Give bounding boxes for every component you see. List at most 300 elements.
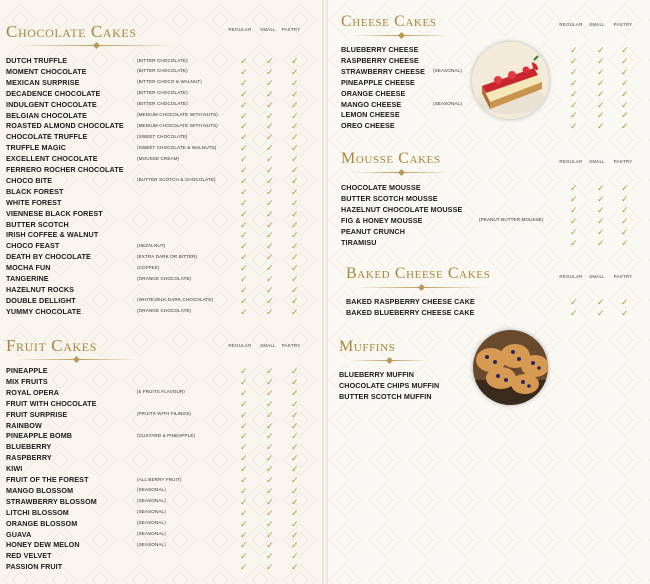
check-icon: ✓ xyxy=(291,366,299,376)
check-icon: ✓ xyxy=(570,88,578,99)
check-icon: ✓ xyxy=(570,237,578,248)
check-icon: ✓ xyxy=(621,183,629,193)
check-icon: ✓ xyxy=(291,306,299,317)
check-icon: ✓ xyxy=(570,110,578,121)
check-icon: ✓ xyxy=(240,154,248,165)
menu-item-name: MIX FRUITS xyxy=(6,376,48,386)
check-icon: ✓ xyxy=(291,56,299,66)
check-icon: ✓ xyxy=(621,226,629,237)
menu-item-name: TRUFFLE MAGIC xyxy=(6,143,66,153)
check-icon: ✓ xyxy=(291,431,299,442)
check-icon: ✓ xyxy=(597,88,605,99)
menu-item-name: BELGIAN CHOCOLATE xyxy=(6,110,88,120)
check-icon: ✓ xyxy=(291,284,299,295)
check-icon: ✓ xyxy=(266,110,274,121)
check-icon: ✓ xyxy=(240,453,248,464)
menu-item-name: EXCELLENT CHOCOLATE xyxy=(6,154,98,164)
menu-item-name: CHOCOLATE TRUFFLE xyxy=(6,132,88,142)
menu-item-name: FRUIT WITH CHOCOLATE xyxy=(6,398,97,408)
check-icon: ✓ xyxy=(291,551,299,562)
menu-item-name: BLUEBERRY xyxy=(6,442,52,452)
check-icon: ✓ xyxy=(291,110,299,121)
page-fold xyxy=(322,0,328,584)
check-icon: ✓ xyxy=(597,237,605,248)
check-icon: ✓ xyxy=(266,165,274,175)
menu-item-name: BLUEBERRY CHEESE xyxy=(341,45,419,54)
check-icon: ✓ xyxy=(266,230,274,241)
check-icon: ✓ xyxy=(570,121,578,132)
check-icon: ✓ xyxy=(291,252,299,263)
menu-item-name: MEXICAN SURPRISE xyxy=(6,77,80,87)
check-icon: ✓ xyxy=(266,507,274,518)
column-header-small: SMALL xyxy=(589,274,605,279)
check-icon: ✓ xyxy=(570,99,578,110)
menu-item-description: (WHITE,MILK,DARK,CHOCOLATE) xyxy=(137,297,214,303)
check-icon: ✓ xyxy=(266,409,274,420)
check-icon: ✓ xyxy=(621,297,629,307)
check-icon: ✓ xyxy=(266,88,274,99)
menu-item-description: (SWEET CHOCOLATE) xyxy=(137,133,188,139)
menu-item-description: (MEDIUM CHOCOLATE WITH NUTS) xyxy=(137,112,218,118)
check-icon: ✓ xyxy=(291,88,299,99)
check-icon: ✓ xyxy=(291,562,299,573)
menu-item-name: STRAWBERRY BLOSSOM xyxy=(6,496,97,506)
menu-item-description: (SEASONAL) xyxy=(137,509,166,515)
check-icon: ✓ xyxy=(597,110,605,121)
check-icon: ✓ xyxy=(240,540,248,551)
menu-item-name: RASPBERRY xyxy=(6,453,52,463)
check-icon: ✓ xyxy=(621,204,629,215)
menu-item-name: TIRAMISU xyxy=(341,237,377,247)
check-icon: ✓ xyxy=(291,464,299,475)
check-icon: ✓ xyxy=(621,110,629,121)
check-icon: ✓ xyxy=(266,241,274,252)
menu-item-description: (EXTRA DARK OR BITTER) xyxy=(137,253,198,259)
check-icon: ✓ xyxy=(240,132,248,143)
menu-item-name: ORANGE CHEESE xyxy=(341,88,406,98)
check-icon: ✓ xyxy=(291,409,299,420)
cheese-cakes-title-ornament xyxy=(351,35,451,36)
check-icon: ✓ xyxy=(266,398,274,409)
check-icon: ✓ xyxy=(240,143,248,154)
menu-item-description: (5 FRUITS FLAVOUR) xyxy=(137,389,185,395)
check-icon: ✓ xyxy=(597,307,605,318)
menu-item-name: DOUBLE DELLIGHT xyxy=(6,295,76,305)
baked-cheese-cakes-title-ornament xyxy=(356,287,486,288)
check-icon: ✓ xyxy=(291,518,299,529)
menu-item-name: WHITE FOREST xyxy=(6,197,62,207)
menu-item-description: (ORANGE CHOCOLATE) xyxy=(137,308,192,314)
check-icon: ✓ xyxy=(570,226,578,237)
check-icon: ✓ xyxy=(266,518,274,529)
check-icon: ✓ xyxy=(291,186,299,197)
menu-item-description: (BITTER CHOCOLATE) xyxy=(137,90,188,96)
menu-item-description: (MOUSSE CREAM) xyxy=(137,155,180,161)
check-icon: ✓ xyxy=(240,387,248,398)
menu-item-name: ROYAL OPERA xyxy=(6,387,60,397)
menu-item-description: (COFFEE) xyxy=(137,264,160,270)
menu-item-name: DECADENCE CHOCOLATE xyxy=(6,88,101,98)
check-icon: ✓ xyxy=(240,121,248,132)
menu-item-name: RASPBERRY CHEESE xyxy=(341,55,419,65)
menu-item-name: PEANUT CRUNCH xyxy=(341,226,405,236)
check-icon: ✓ xyxy=(266,420,274,431)
check-icon: ✓ xyxy=(240,263,248,274)
menu-item-description: (FRUITS WITH FILINGS) xyxy=(137,411,191,417)
menu-item-name: HONEY DEW MELON xyxy=(6,540,80,550)
menu-item-name: MANGO CHEESE xyxy=(341,99,402,109)
check-icon: ✓ xyxy=(266,154,274,165)
check-icon: ✓ xyxy=(266,263,274,274)
check-icon: ✓ xyxy=(597,66,605,77)
check-icon: ✓ xyxy=(291,475,299,485)
check-icon: ✓ xyxy=(240,110,248,121)
menu-item-description: (ORANGE CHOCOLATE) xyxy=(137,275,192,281)
menu-item-name: MOCHA FUN xyxy=(6,263,51,273)
check-icon: ✓ xyxy=(266,77,274,88)
mousse-cakes-title-ornament xyxy=(351,172,451,173)
column-header-pastry: PASTRY xyxy=(613,159,633,164)
check-icon: ✓ xyxy=(570,297,578,307)
column-header-pastry: PASTRY xyxy=(281,343,301,348)
menu-item-name: STRAWBERRY CHEESE xyxy=(341,66,425,76)
menu-item-name: KIWI xyxy=(6,464,23,474)
check-icon: ✓ xyxy=(597,77,605,88)
check-icon: ✓ xyxy=(266,431,274,442)
check-icon: ✓ xyxy=(570,66,578,77)
check-icon: ✓ xyxy=(240,529,248,540)
check-icon: ✓ xyxy=(240,186,248,197)
menu-item-description: (BITTER CHOCOLATE) xyxy=(137,101,188,107)
check-icon: ✓ xyxy=(291,540,299,551)
menu-item-description: (SEASONAL) xyxy=(433,68,462,74)
column-header-small: SMALL xyxy=(589,22,605,27)
check-icon: ✓ xyxy=(570,215,578,226)
chocolate-cakes-title: Chocolate Cakes xyxy=(6,22,137,41)
check-icon: ✓ xyxy=(240,99,248,110)
menu-item-name: RED VELVET xyxy=(6,551,52,561)
check-icon: ✓ xyxy=(291,376,299,387)
check-icon: ✓ xyxy=(621,121,629,132)
check-icon: ✓ xyxy=(266,295,274,306)
check-icon: ✓ xyxy=(266,376,274,387)
check-icon: ✓ xyxy=(266,562,274,573)
menu-item-name: FERRERO ROCHER CHOCOLATE xyxy=(6,165,124,174)
check-icon: ✓ xyxy=(266,442,274,453)
menu-item-name: MOMENT CHOCOLATE xyxy=(6,66,87,76)
cheese-cake-photo xyxy=(472,42,549,119)
menu-item-name: CHOCOLATE MOUSSE xyxy=(341,183,421,192)
menu-item-name: OREO CHEESE xyxy=(341,121,395,131)
check-icon: ✓ xyxy=(240,420,248,431)
check-icon: ✓ xyxy=(291,420,299,431)
check-icon: ✓ xyxy=(291,77,299,88)
menu-item-description: (SEASONAL) xyxy=(137,487,166,493)
check-icon: ✓ xyxy=(240,241,248,252)
check-icon: ✓ xyxy=(291,99,299,110)
menu-item-name: BUTTER SCOTCH MOUSSE xyxy=(341,193,438,203)
check-icon: ✓ xyxy=(570,307,578,318)
menu-item-name: IRISH COFFEE & WALNUT xyxy=(6,230,99,240)
check-icon: ✓ xyxy=(597,215,605,226)
check-icon: ✓ xyxy=(621,307,629,318)
check-icon: ✓ xyxy=(597,297,605,307)
check-icon: ✓ xyxy=(291,208,299,219)
mousse-cakes-title: Mousse Cakes xyxy=(341,150,441,167)
check-icon: ✓ xyxy=(240,376,248,387)
check-icon: ✓ xyxy=(621,237,629,248)
strawberry-cheesecake-slice-icon xyxy=(472,42,549,119)
check-icon: ✓ xyxy=(240,366,248,376)
column-header-pastry: PASTRY xyxy=(613,274,633,279)
check-icon: ✓ xyxy=(621,45,629,55)
check-icon: ✓ xyxy=(266,475,274,485)
menu-item-name: LEMON CHEESE xyxy=(341,110,400,120)
check-icon: ✓ xyxy=(240,442,248,453)
check-icon: ✓ xyxy=(266,387,274,398)
check-icon: ✓ xyxy=(266,143,274,154)
check-icon: ✓ xyxy=(597,204,605,215)
check-icon: ✓ xyxy=(570,183,578,193)
menu-item-name: GUAVA xyxy=(6,529,32,539)
muffins-photo xyxy=(473,330,548,405)
column-header-pastry: PASTRY xyxy=(281,27,301,32)
check-icon: ✓ xyxy=(240,306,248,317)
check-icon: ✓ xyxy=(291,274,299,284)
menu-item-description: (BITTER CHOCO & WALNUT) xyxy=(137,79,202,85)
check-icon: ✓ xyxy=(621,99,629,110)
check-icon: ✓ xyxy=(240,165,248,175)
check-icon: ✓ xyxy=(240,507,248,518)
menu-item-description: (SEASONAL) xyxy=(433,101,462,107)
check-icon: ✓ xyxy=(240,551,248,562)
menu-item-name: CHOCO FEAST xyxy=(6,241,60,251)
check-icon: ✓ xyxy=(266,485,274,496)
check-icon: ✓ xyxy=(291,154,299,165)
check-icon: ✓ xyxy=(240,496,248,507)
menu-item-description: (ALL BERRY FRUIT) xyxy=(137,476,182,482)
blueberry-muffins-icon xyxy=(473,330,548,405)
check-icon: ✓ xyxy=(621,55,629,66)
menu-item-name: FIG & HONEY MOUSSE xyxy=(341,215,423,225)
menu-item-name: BLUEBERRY MUFFIN xyxy=(339,370,415,379)
column-header-regular: REGULAR xyxy=(559,159,583,164)
menu-item-name: PINEAPPLE BOMB xyxy=(6,431,73,441)
cheese-cakes-title: Cheese Cakes xyxy=(341,13,437,30)
check-icon: ✓ xyxy=(570,193,578,204)
check-icon: ✓ xyxy=(240,230,248,241)
menu-item-name: BUTTER SCOTCH xyxy=(6,219,69,229)
menu-item-name: PINEAPPLE CHEESE xyxy=(341,77,415,87)
menu-item-description: (MEDIUM CHOCOLATE WITH NUTS) xyxy=(137,122,218,128)
menu-item-name: BLACK FOREST xyxy=(6,186,64,196)
check-icon: ✓ xyxy=(291,175,299,186)
baked-cheese-cakes-title: Baked Cheese Cakes xyxy=(346,265,491,282)
check-icon: ✓ xyxy=(266,274,274,284)
check-icon: ✓ xyxy=(570,77,578,88)
check-icon: ✓ xyxy=(240,518,248,529)
check-icon: ✓ xyxy=(291,132,299,143)
check-icon: ✓ xyxy=(621,193,629,204)
check-icon: ✓ xyxy=(266,208,274,219)
menu-item-name: HAZELNUT ROCKS xyxy=(6,284,75,294)
menu-item-name: DUTCH TRUFFLE xyxy=(6,56,68,65)
check-icon: ✓ xyxy=(266,464,274,475)
check-icon: ✓ xyxy=(291,219,299,230)
menu-item-name: PINEAPPLE xyxy=(6,366,48,375)
check-icon: ✓ xyxy=(291,230,299,241)
menu-item-name: INDULGENT CHOCOLATE xyxy=(6,99,97,109)
check-icon: ✓ xyxy=(291,263,299,274)
check-icon: ✓ xyxy=(240,475,248,485)
menu-item-name: DEATH BY CHOCOLATE xyxy=(6,252,91,262)
check-icon: ✓ xyxy=(266,529,274,540)
check-icon: ✓ xyxy=(597,121,605,132)
menu-item-description: (HEZALNUT) xyxy=(137,242,166,248)
check-icon: ✓ xyxy=(266,540,274,551)
check-icon: ✓ xyxy=(240,197,248,208)
check-icon: ✓ xyxy=(266,551,274,562)
column-header-regular: REGULAR xyxy=(228,343,252,348)
check-icon: ✓ xyxy=(570,55,578,66)
check-icon: ✓ xyxy=(291,529,299,540)
menu-item-name: LITCHI BLOSSOM xyxy=(6,507,69,517)
menu-item-description: (SEASONAL) xyxy=(137,531,166,537)
column-header-small: SMALL xyxy=(260,343,276,348)
check-icon: ✓ xyxy=(291,197,299,208)
check-icon: ✓ xyxy=(240,88,248,99)
menu-item-description: (PEANUT BUTTER MOUSSE) xyxy=(479,217,544,223)
check-icon: ✓ xyxy=(291,66,299,77)
check-icon: ✓ xyxy=(621,77,629,88)
check-icon: ✓ xyxy=(266,175,274,186)
check-icon: ✓ xyxy=(240,208,248,219)
menu-item-name: HAZELNUT CHOCOLATE MOUSSE xyxy=(341,204,463,214)
check-icon: ✓ xyxy=(291,121,299,132)
check-icon: ✓ xyxy=(266,252,274,263)
check-icon: ✓ xyxy=(240,77,248,88)
check-icon: ✓ xyxy=(291,241,299,252)
check-icon: ✓ xyxy=(266,121,274,132)
menu-item-description: (BITTER CHOCOLATE) xyxy=(137,57,188,63)
menu-item-description: (SEASONAL) xyxy=(137,520,166,526)
menu-item-name: CHOCO BITE xyxy=(6,175,53,185)
check-icon: ✓ xyxy=(570,204,578,215)
check-icon: ✓ xyxy=(621,88,629,99)
check-icon: ✓ xyxy=(266,453,274,464)
muffins-title-ornament xyxy=(349,360,429,361)
fruit-cakes-title: Fruit Cakes xyxy=(6,336,97,355)
menu-item-description: (BITTER CHOCOLATE) xyxy=(137,68,188,74)
menu-item-name: FRUIT OF THE FOREST xyxy=(6,475,89,484)
check-icon: ✓ xyxy=(597,183,605,193)
check-icon: ✓ xyxy=(240,56,248,66)
check-icon: ✓ xyxy=(266,219,274,230)
check-icon: ✓ xyxy=(240,175,248,186)
check-icon: ✓ xyxy=(291,295,299,306)
column-header-pastry: PASTRY xyxy=(613,22,633,27)
check-icon: ✓ xyxy=(240,284,248,295)
column-header-regular: REGULAR xyxy=(228,27,252,32)
check-icon: ✓ xyxy=(240,252,248,263)
check-icon: ✓ xyxy=(266,496,274,507)
menu-item-name: MANGO BLOSSOM xyxy=(6,485,74,495)
check-icon: ✓ xyxy=(240,562,248,573)
menu-item-description: (BUTTER SCOTCH & CHOCOLATE) xyxy=(137,177,216,183)
check-icon: ✓ xyxy=(291,143,299,154)
check-icon: ✓ xyxy=(570,45,578,55)
menu-item-name: TANGERINE xyxy=(6,274,49,283)
check-icon: ✓ xyxy=(291,496,299,507)
menu-item-description: (SEASONAL) xyxy=(137,498,166,504)
check-icon: ✓ xyxy=(266,66,274,77)
check-icon: ✓ xyxy=(266,284,274,295)
fruit-cakes-title-ornament xyxy=(16,359,136,360)
check-icon: ✓ xyxy=(266,186,274,197)
check-icon: ✓ xyxy=(291,507,299,518)
check-icon: ✓ xyxy=(621,215,629,226)
check-icon: ✓ xyxy=(621,66,629,77)
menu-item-name: YUMMY CHOCOLATE xyxy=(6,306,82,316)
check-icon: ✓ xyxy=(291,453,299,464)
menu-item-name: VIENNESE BLACK FOREST xyxy=(6,208,103,218)
check-icon: ✓ xyxy=(240,485,248,496)
check-icon: ✓ xyxy=(291,485,299,496)
check-icon: ✓ xyxy=(240,409,248,420)
menu-item-name: PASSION FRUIT xyxy=(6,562,63,572)
menu-item-description: (SEASONAL) xyxy=(137,541,166,547)
check-icon: ✓ xyxy=(240,295,248,306)
menu-item-name: BUTTER SCOTCH MUFFIN xyxy=(339,391,432,401)
check-icon: ✓ xyxy=(266,197,274,208)
menu-item-name: ROASTED ALMOND CHOCOLATE xyxy=(6,121,124,131)
check-icon: ✓ xyxy=(597,99,605,110)
check-icon: ✓ xyxy=(266,132,274,143)
menu-item-description: (SWEET CHOCOLATE & WALNUTS) xyxy=(137,144,217,150)
check-icon: ✓ xyxy=(240,274,248,284)
check-icon: ✓ xyxy=(240,464,248,475)
check-icon: ✓ xyxy=(240,398,248,409)
menu-item-name: BAKED RASPBERRY CHEESE CAKE xyxy=(346,297,475,306)
check-icon: ✓ xyxy=(597,55,605,66)
check-icon: ✓ xyxy=(597,193,605,204)
check-icon: ✓ xyxy=(266,99,274,110)
column-header-small: SMALL xyxy=(260,27,276,32)
check-icon: ✓ xyxy=(266,306,274,317)
muffins-title: Muffins xyxy=(339,338,396,355)
menu-item-name: BAKED BLUEBERRY CHEESE CAKE xyxy=(346,307,475,317)
check-icon: ✓ xyxy=(266,56,274,66)
check-icon: ✓ xyxy=(597,45,605,55)
column-header-small: SMALL xyxy=(589,159,605,164)
menu-item-name: FRUIT SURPRISE xyxy=(6,409,68,419)
check-icon: ✓ xyxy=(291,398,299,409)
chocolate-cakes-title-ornament xyxy=(16,45,176,46)
menu-item-name: CHOCOLATE CHIPS MUFFIN xyxy=(339,380,440,390)
check-icon: ✓ xyxy=(291,387,299,398)
check-icon: ✓ xyxy=(240,66,248,77)
menu-item-description: (CUSTARD & PINEAPPLE) xyxy=(137,432,196,438)
check-icon: ✓ xyxy=(240,219,248,230)
menu-item-name: ORANGE BLOSSOM xyxy=(6,518,78,528)
column-header-regular: REGULAR xyxy=(559,274,583,279)
check-icon: ✓ xyxy=(291,442,299,453)
menu-item-name: RAINBOW xyxy=(6,420,42,430)
column-header-regular: REGULAR xyxy=(559,22,583,27)
check-icon: ✓ xyxy=(266,366,274,376)
check-icon: ✓ xyxy=(240,431,248,442)
check-icon: ✓ xyxy=(597,226,605,237)
